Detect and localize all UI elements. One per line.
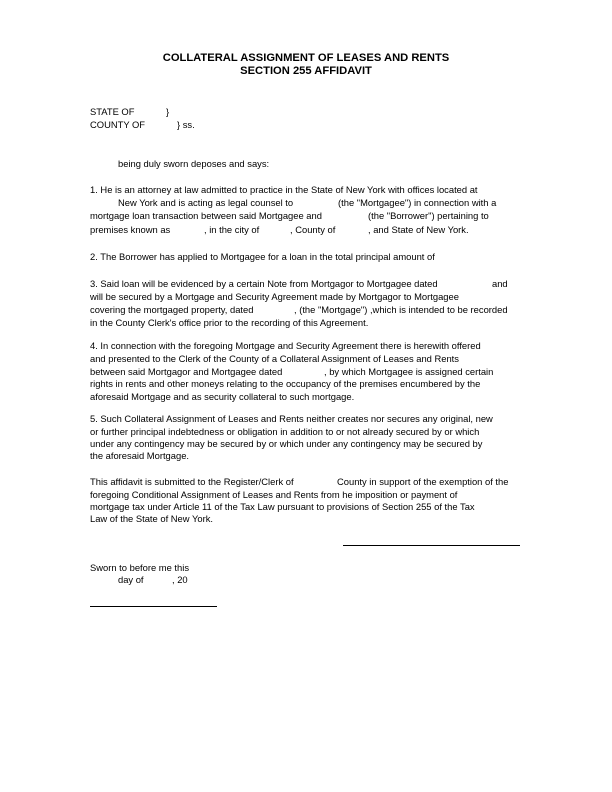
para2-line1: 2. The Borrower has applied to Mortgagee for a loan in the total principal amount of <box>90 251 435 262</box>
para4-line3b: , by which Mortgagee is assigned certain <box>324 366 494 377</box>
para6-line1a: This affidavit is submitted to the Register/Clerk of <box>90 476 294 487</box>
state-label: STATE OF <box>90 106 135 117</box>
county-label: COUNTY OF <box>90 119 146 130</box>
para4-line1: 4. In connection with the foregoing Mortgage and Security Agreement there is herewith offered <box>90 340 481 351</box>
para3-line1a: 3. Said loan will be evidenced by a certain Note from Mortgagor to Mortgagee dated <box>90 278 438 289</box>
intro-text: being duly sworn deposes and says: <box>118 158 270 169</box>
para4-line3a: between said Mortgagor and Mortgagee dated <box>90 366 283 377</box>
para5-line3: under any contingency may be secured by or which under any contingency may be secured by <box>90 438 483 449</box>
state-brace: } <box>166 106 170 117</box>
signature-line[interactable] <box>343 545 520 546</box>
para3-line3a: covering the mortgaged property, dated <box>90 304 254 315</box>
para3-line2: will be secured by a Mortgage and Security Agreement made by Mortgagor to Mortgagee <box>90 291 459 302</box>
para6-line4: Law of the State of New York. <box>90 513 213 524</box>
document-title-line-1: COLLATERAL ASSIGNMENT OF LEASES AND RENTS <box>162 52 450 64</box>
para1-line4d: , and State of New York. <box>368 224 469 235</box>
para1-line4c: , County of <box>290 224 336 235</box>
para6-line2: foregoing Conditional Assignment of Leases and Rents from he imposition or payment of <box>90 489 458 500</box>
para1-line1: 1. He is an attorney at law admitted to practice in the State of New York with offices located at <box>90 184 478 195</box>
county-ss: } ss. <box>177 119 195 130</box>
para1-line4a: premises known as <box>90 224 171 235</box>
para1-line4b: , in the city of <box>204 224 260 235</box>
para4-line4: rights in rents and other moneys relating to the occupancy of the premises encumbered by the <box>90 378 481 389</box>
para3-line4: in the County Clerk's office prior to the recording of this Agreement. <box>90 317 369 328</box>
notary-signature-line[interactable] <box>90 606 217 607</box>
para1-line3b: (the "Borrower") pertaining to <box>368 210 489 221</box>
para1-line3a: mortgage loan transaction between said Mortgagee and <box>90 210 322 221</box>
jurat-line2a: day of <box>118 574 144 585</box>
para4-line2: and presented to the Clerk of the County of a Collateral Assignment of Leases and Rents <box>90 353 459 364</box>
para6-line1b: County in support of the exemption of the <box>337 476 509 487</box>
para5-line2: or further principal indebtedness or obligation in addition to or not already secured by or which <box>90 426 480 437</box>
para5-line1: 5. Such Collateral Assignment of Leases and Rents neither creates nor secures any original, new <box>90 413 493 424</box>
para1-line2a: New York and is acting as legal counsel to <box>118 197 294 208</box>
document-title-line-2: SECTION 255 AFFIDAVIT <box>240 65 372 77</box>
jurat-line1: Sworn to before me this <box>90 562 190 573</box>
para1-line2b: (the "Mortgagee") in connection with a <box>338 197 497 208</box>
para6-line3: mortgage tax under Article 11 of the Tax Law pursuant to provisions of Section 255 of the Tax <box>90 501 475 512</box>
para4-line5: aforesaid Mortgage and as security collateral to such mortgage. <box>90 391 355 402</box>
jurat-line2b: , 20 <box>172 574 188 585</box>
para3-line3b: , (the "Mortgage") ,which is intended to be recorded <box>294 304 508 315</box>
para3-line1b: and <box>492 278 508 289</box>
para5-line4: the aforesaid Mortgage. <box>90 450 190 461</box>
